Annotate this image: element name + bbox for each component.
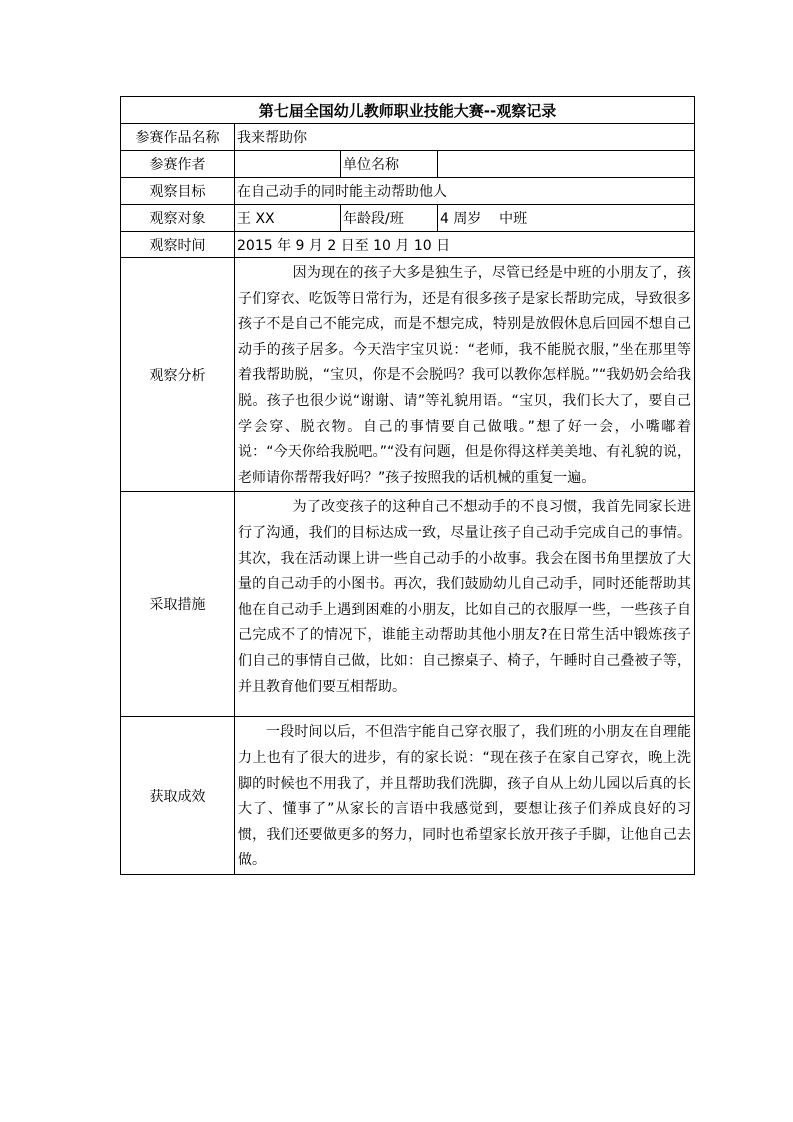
work-name-label: 参赛作品名称 [121,124,235,151]
measures-label: 采取措施 [121,492,235,717]
subject-label: 观察对象 [121,205,235,232]
analysis-label: 观察分析 [121,258,235,492]
author-value [235,151,341,178]
time-value: 2015 年 9 月 2 日至 10 月 10 日 [235,232,695,258]
record-title: 第七届全国幼儿教师职业技能大赛--观察记录 [121,97,695,124]
results-text: 一段时间以后，不但浩宇能自己穿衣服了，我们班的小朋友在自理能力上也有了很大的进步，有的家长说：“现在孩子在家自己穿衣，晚上洗脚的时候也不用我了，并且帮助我们洗脚，孩子自从上幼儿园以后真的长大了、懂事了”从家长的言语中我感觉到，要想让孩子们养成良好的习惯，我们还要做更多的努力，同时也希望家长放开孩子手脚，让他自己去做。 [238,724,692,869]
goal-value: 在自己动手的同时能主动帮助他人 [235,178,695,205]
work-name-value: 我来帮助你 [235,124,695,151]
analysis-cell [235,258,695,492]
age-class-value: 4 周岁 中班 [438,205,695,232]
results-label: 获取成效 [121,717,235,875]
age-class-label: 年龄段/班 [341,205,438,232]
analysis-text: 因为现在的孩子大多是独生子，尽管已经是中班的小朋友了，孩子们穿衣、吃饭等日常行为，还是有很多孩子是家长帮助完成，导致很多孩子不是自己不能完成，而是不想完成，特别是放假休息后回园不想自己动手的孩子居多。今天浩宇宝贝说：“老师，我不能脱衣服，”坐在那里等着我帮助脱，“宝贝，你是不会脱吗？我可以教你怎样脱。”“我奶奶会给我脱。孩子也很少说“谢谢、请”等礼貌用语。“宝贝，我们长大了，要自己学会穿、脱衣物。自己的事情要自己做哦。”想了好一会，小嘴嘟着说：“今天你给我脱吧。”“没有问题，但是你得这样美美地、有礼貌的说，老师请你帮帮我好吗？”孩子按照我的话机械的重复一遍。 [238,265,692,486]
observation-record-table [120,96,695,875]
author-label: 参赛作者 [121,151,235,178]
results-cell [235,717,695,875]
unit-value [438,151,695,178]
measures-cell [235,492,695,717]
measures-text: 为了改变孩子的这种自己不想动手的不良习惯，我首先同家长进行了沟通，我们的目标达成一致，尽量让孩子自己动手完成自己的事情。其次，我在活动课上讲一些自己动手的小故事。我会在图书角里摆放了大量的自己动手的小图书。再次，我们鼓励幼儿自己动手，同时还能帮助其他在自己动手上遇到困难的小朋友，比如自己的衣服厚一些，一些孩子自己完成不了的情况下，谁能主动帮助其他小朋友?在日常生活中锻炼孩子们自己的事情自己做，比如：自己擦桌子、椅子，午睡时自己叠被子等，并且教育他们要互相帮助。 [238,499,692,695]
goal-label: 观察目标 [121,178,235,205]
unit-label: 单位名称 [341,151,438,178]
subject-value: 王 XX [235,205,341,232]
time-label: 观察时间 [121,232,235,258]
